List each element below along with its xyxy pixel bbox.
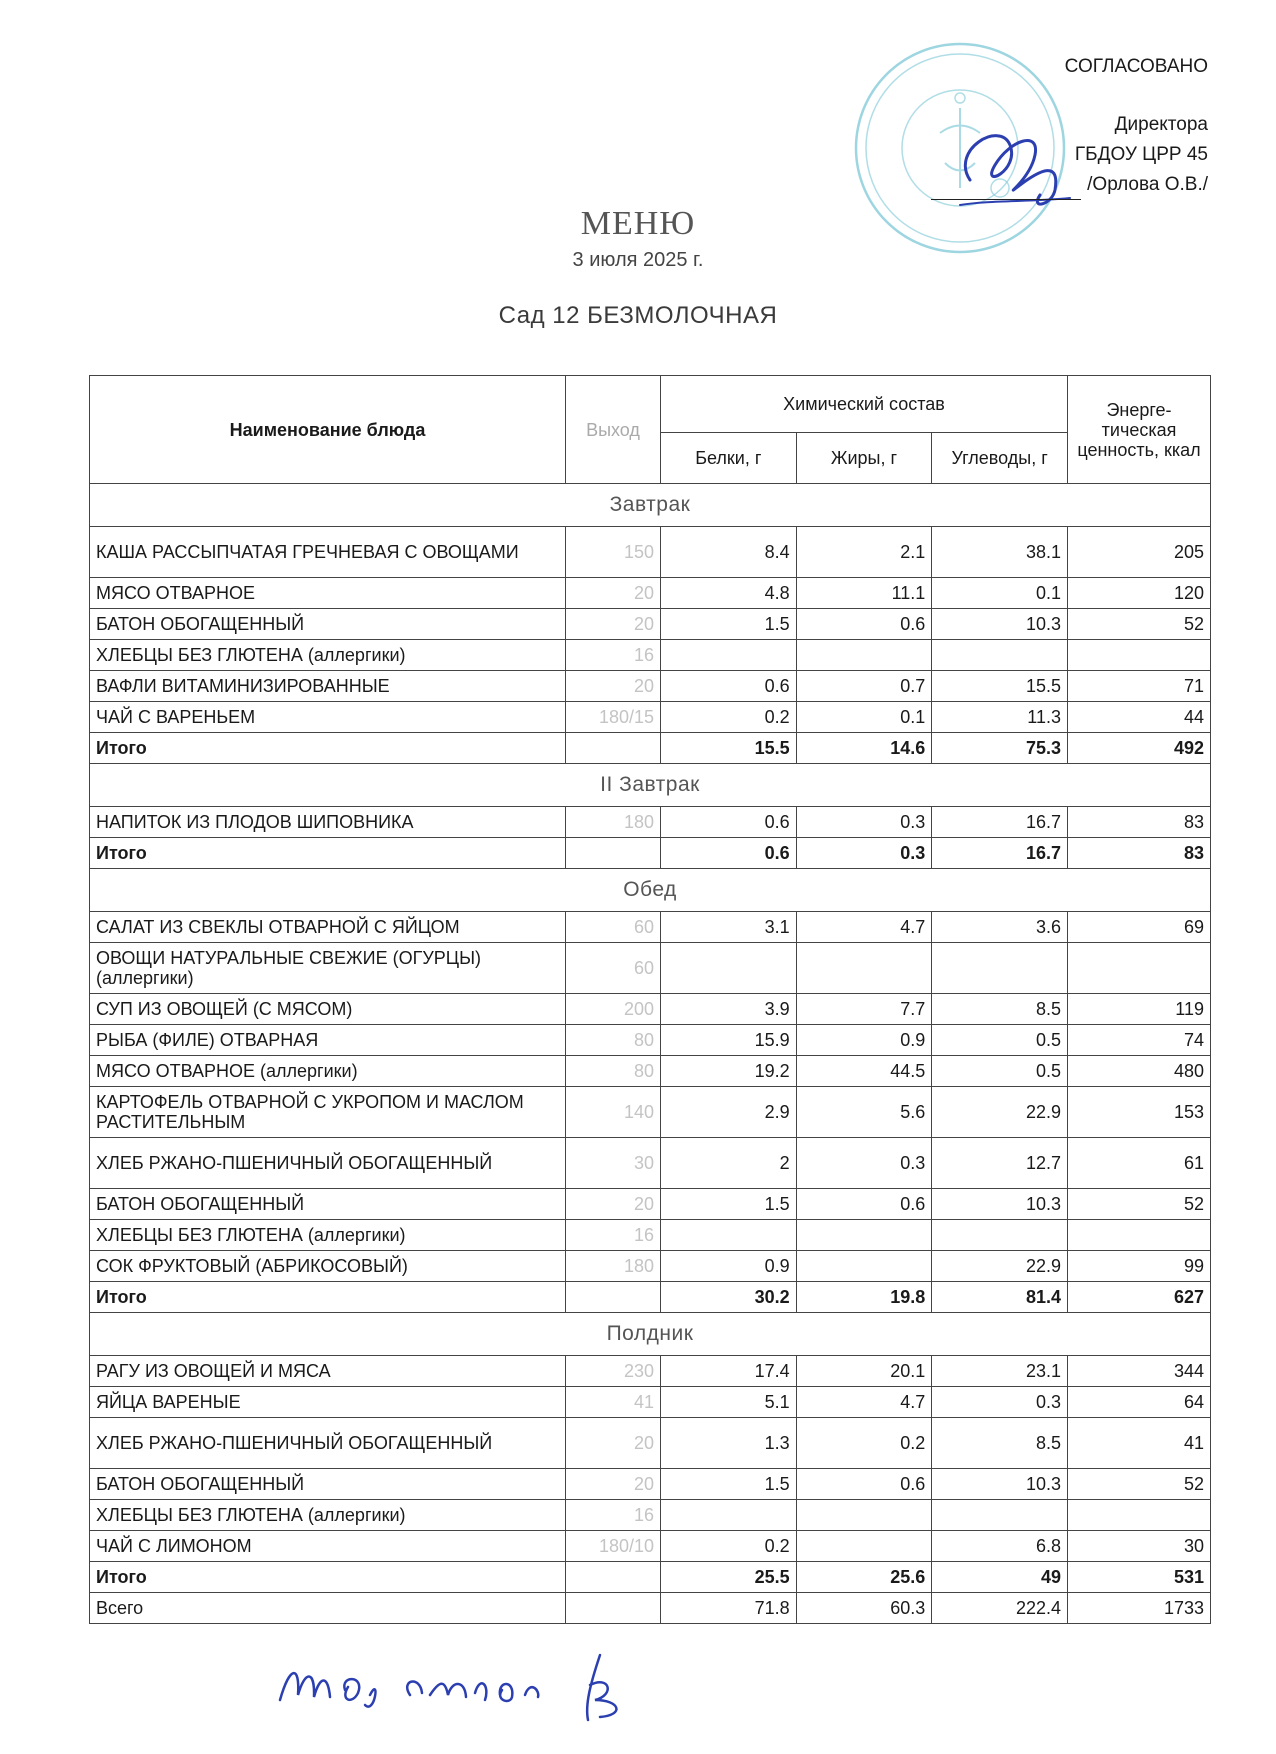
carbs-cell: 6.8 [932,1531,1068,1562]
energy-cell: 44 [1068,702,1211,733]
output-cell: 80 [566,1056,661,1087]
energy-cell: 205 [1068,527,1211,578]
output-cell: 180 [566,1251,661,1282]
energy-cell: 83 [1068,838,1211,869]
carbs-cell: 15.5 [932,671,1068,702]
protein-cell: 0.2 [661,702,797,733]
energy-cell [1068,640,1211,671]
carbs-cell: 10.3 [932,1189,1068,1220]
energy-cell: 83 [1068,807,1211,838]
carbs-cell: 75.3 [932,733,1068,764]
section-row [90,764,1211,807]
menu-table [89,375,1211,1624]
dish-name: ВАФЛИ ВИТАМИНИЗИРОВАННЫЕ [90,671,566,702]
output-cell: 60 [566,943,661,994]
fat-cell [796,1220,932,1251]
protein-cell: 2 [661,1138,797,1189]
energy-cell: 71 [1068,671,1211,702]
document-date: 3 июля 2025 г. [572,249,704,271]
protein-cell [661,640,797,671]
output-cell: 140 [566,1087,661,1138]
output-cell [566,838,661,869]
dish-name: НАПИТОК ИЗ ПЛОДОВ ШИПОВНИКА [90,807,566,838]
energy-cell [1068,1220,1211,1251]
energy-cell: 61 [1068,1138,1211,1189]
protein-cell: 2.9 [661,1087,797,1138]
fat-cell [796,1251,932,1282]
table-row [90,1500,1211,1531]
fat-cell: 20.1 [796,1356,932,1387]
output-cell: 180 [566,807,661,838]
section-label: II Завтрак [90,764,1211,807]
energy-cell: 344 [1068,1356,1211,1387]
dish-name: ХЛЕБ РЖАНО-ПШЕНИЧНЫЙ ОБОГАЩЕННЫЙ [90,1418,566,1469]
energy-cell: 52 [1068,1189,1211,1220]
section-label: Обед [90,869,1211,912]
protein-cell: 0.2 [661,1531,797,1562]
protein-cell: 1.5 [661,1469,797,1500]
table-row [90,912,1211,943]
carbs-cell: 10.3 [932,1469,1068,1500]
approval-name-line [868,170,1208,200]
dish-name: БАТОН ОБОГАЩЕННЫЙ [90,1189,566,1220]
approval-org: ГБДОУ ЦРР 45 [1074,144,1208,165]
protein-cell: 1.5 [661,609,797,640]
group-name: Сад 12 БЕЗМОЛОЧНАЯ [498,302,778,329]
dish-name: ХЛЕБЦЫ БЕЗ ГЛЮТЕНА (аллергики) [90,640,566,671]
dish-name: ОВОЩИ НАТУРАЛЬНЫЕ СВЕЖИЕ (ОГУРЦЫ) (аллергики) [90,943,566,994]
total-row [90,838,1211,869]
header-chemical-composition: Химический состав [661,376,1068,433]
fat-cell: 14.6 [796,733,932,764]
carbs-cell: 16.7 [932,807,1068,838]
output-cell [566,1562,661,1593]
table-row [90,1220,1211,1251]
protein-cell: 25.5 [661,1562,797,1593]
output-cell [566,733,661,764]
energy-cell: 120 [1068,578,1211,609]
total-row [90,1562,1211,1593]
energy-cell: 74 [1068,1025,1211,1056]
protein-cell: 3.1 [661,912,797,943]
carbs-cell: 81.4 [932,1282,1068,1313]
fat-cell: 0.6 [796,609,932,640]
energy-cell: 492 [1068,733,1211,764]
protein-cell: 71.8 [661,1593,797,1624]
document-title: МЕНЮ [580,205,696,242]
header-output: Выход [566,376,661,484]
section-label: Полдник [90,1313,1211,1356]
carbs-cell [932,1500,1068,1531]
carbs-cell [932,943,1068,994]
energy-cell: 99 [1068,1251,1211,1282]
table-row [90,1469,1211,1500]
energy-cell: 153 [1068,1087,1211,1138]
dish-name: РАГУ ИЗ ОВОЩЕЙ И МЯСА [90,1356,566,1387]
dish-name: КАША РАССЫПЧАТАЯ ГРЕЧНЕВАЯ С ОВОЩАМИ [90,527,566,578]
dish-name: ЧАЙ С ВАРЕНЬЕМ [90,702,566,733]
carbs-cell: 22.9 [932,1087,1068,1138]
menu-table-body [90,484,1211,1624]
output-cell: 60 [566,912,661,943]
table-row [90,1189,1211,1220]
fat-cell [796,943,932,994]
output-cell: 20 [566,671,661,702]
energy-cell: 1733 [1068,1593,1211,1624]
dish-name: Итого [90,733,566,764]
fat-cell [796,640,932,671]
protein-cell: 15.5 [661,733,797,764]
protein-cell: 19.2 [661,1056,797,1087]
output-cell: 180/15 [566,702,661,733]
dish-name: Итого [90,838,566,869]
fat-cell: 25.6 [796,1562,932,1593]
fat-cell: 44.5 [796,1056,932,1087]
carbs-cell: 8.5 [932,994,1068,1025]
section-row [90,869,1211,912]
fat-cell [796,1500,932,1531]
output-cell: 41 [566,1387,661,1418]
fat-cell: 11.1 [796,578,932,609]
table-row [90,1387,1211,1418]
total-row [90,733,1211,764]
table-row [90,702,1211,733]
output-cell: 80 [566,1025,661,1056]
header-dish-name: Наименование блюда [90,376,566,484]
header-energy: Энерге-тическая ценность, ккал [1068,376,1211,484]
dish-name: ЯЙЦА ВАРЕНЫЕ [90,1387,566,1418]
fat-cell: 5.6 [796,1087,932,1138]
output-cell [566,1282,661,1313]
energy-cell [1068,1500,1211,1531]
fat-cell: 0.3 [796,838,932,869]
table-row [90,1138,1211,1189]
carbs-cell: 3.6 [932,912,1068,943]
protein-cell [661,1220,797,1251]
dish-name: МЯСО ОТВАРНОЕ (аллергики) [90,1056,566,1087]
table-row [90,640,1211,671]
table-row [90,671,1211,702]
output-cell: 20 [566,578,661,609]
table-row [90,578,1211,609]
output-cell [566,1593,661,1624]
output-cell: 20 [566,609,661,640]
approval-position: Директора [1114,114,1208,135]
carbs-cell: 0.3 [932,1387,1068,1418]
energy-cell: 627 [1068,1282,1211,1313]
approval-name: /Орлова О.В./ [1087,174,1208,195]
carbs-cell [932,1220,1068,1251]
dish-name: МЯСО ОТВАРНОЕ [90,578,566,609]
fat-cell: 19.8 [796,1282,932,1313]
table-row [90,1087,1211,1138]
table-row [90,1025,1211,1056]
fat-cell: 4.7 [796,912,932,943]
carbs-cell: 16.7 [932,838,1068,869]
dish-name: Всего [90,1593,566,1624]
section-row [90,484,1211,527]
carbs-cell: 10.3 [932,609,1068,640]
output-cell: 230 [566,1356,661,1387]
energy-cell: 531 [1068,1562,1211,1593]
section-label: Завтрак [90,484,1211,527]
carbs-cell: 222.4 [932,1593,1068,1624]
dish-name: КАРТОФЕЛЬ ОТВАРНОЙ С УКРОПОМ И МАСЛОМ РАСТИТЕЛЬНЫМ [90,1087,566,1138]
output-cell: 20 [566,1469,661,1500]
protein-cell: 30.2 [661,1282,797,1313]
carbs-cell: 12.7 [932,1138,1068,1189]
energy-cell: 41 [1068,1418,1211,1469]
carbs-cell: 11.3 [932,702,1068,733]
table-row [90,994,1211,1025]
protein-cell: 0.9 [661,1251,797,1282]
fat-cell: 4.7 [796,1387,932,1418]
carbs-cell: 23.1 [932,1356,1068,1387]
total-row [90,1282,1211,1313]
dish-name: Итого [90,1282,566,1313]
output-cell: 150 [566,527,661,578]
protein-cell: 0.6 [661,671,797,702]
fat-cell: 2.1 [796,527,932,578]
output-cell: 16 [566,1220,661,1251]
protein-cell: 17.4 [661,1356,797,1387]
dish-name: СОК ФРУКТОВЫЙ (АБРИКОСОВЫЙ) [90,1251,566,1282]
dish-name: РЫБА (ФИЛЕ) ОТВАРНАЯ [90,1025,566,1056]
energy-cell: 30 [1068,1531,1211,1562]
protein-cell: 8.4 [661,527,797,578]
energy-cell [1068,943,1211,994]
energy-cell: 119 [1068,994,1211,1025]
protein-cell: 0.6 [661,838,797,869]
header-fat: Жиры, г [796,433,932,484]
energy-cell: 52 [1068,1469,1211,1500]
table-row [90,1056,1211,1087]
fat-cell: 7.7 [796,994,932,1025]
approval-title: СОГЛАСОВАНО [1064,56,1208,77]
fat-cell: 0.6 [796,1469,932,1500]
carbs-cell: 0.5 [932,1025,1068,1056]
protein-cell: 3.9 [661,994,797,1025]
protein-cell: 1.5 [661,1189,797,1220]
output-cell: 20 [566,1189,661,1220]
dish-name: БАТОН ОБОГАЩЕННЫЙ [90,1469,566,1500]
table-row [90,1531,1211,1562]
protein-cell [661,943,797,994]
table-row [90,527,1211,578]
protein-cell: 5.1 [661,1387,797,1418]
carbs-cell: 22.9 [932,1251,1068,1282]
carbs-cell: 8.5 [932,1418,1068,1469]
fat-cell [796,1531,932,1562]
table-row [90,1418,1211,1469]
header-protein: Белки, г [661,433,797,484]
dish-name: БАТОН ОБОГАЩЕННЫЙ [90,609,566,640]
table-row [90,609,1211,640]
output-cell: 180/10 [566,1531,661,1562]
header-carbs: Углеводы, г [932,433,1068,484]
energy-cell: 480 [1068,1056,1211,1087]
dish-name: ХЛЕБ РЖАНО-ПШЕНИЧНЫЙ ОБОГАЩЕННЫЙ [90,1138,566,1189]
fat-cell: 60.3 [796,1593,932,1624]
energy-cell: 64 [1068,1387,1211,1418]
grand-total-row [90,1593,1211,1624]
protein-cell: 4.8 [661,578,797,609]
fat-cell: 0.2 [796,1418,932,1469]
table-row [90,1251,1211,1282]
protein-cell: 1.3 [661,1418,797,1469]
dish-name: ХЛЕБЦЫ БЕЗ ГЛЮТЕНА (аллергики) [90,1500,566,1531]
energy-cell: 69 [1068,912,1211,943]
signature-line [931,179,1081,200]
fat-cell: 0.9 [796,1025,932,1056]
carbs-cell: 38.1 [932,527,1068,578]
dish-name: СУП ИЗ ОВОЩЕЙ (С МЯСОМ) [90,994,566,1025]
dish-name: ХЛЕБЦЫ БЕЗ ГЛЮТЕНА (аллергики) [90,1220,566,1251]
protein-cell: 0.6 [661,807,797,838]
section-row [90,1313,1211,1356]
nurse-signature [270,1645,690,1725]
table-row [90,1356,1211,1387]
output-cell: 20 [566,1418,661,1469]
protein-cell [661,1500,797,1531]
fat-cell: 0.3 [796,1138,932,1189]
approval-block [868,52,1208,200]
dish-name: ЧАЙ С ЛИМОНОМ [90,1531,566,1562]
dish-name: САЛАТ ИЗ СВЕКЛЫ ОТВАРНОЙ С ЯЙЦОМ [90,912,566,943]
carbs-cell [932,640,1068,671]
fat-cell: 0.1 [796,702,932,733]
protein-cell: 15.9 [661,1025,797,1056]
output-cell: 16 [566,640,661,671]
output-cell: 200 [566,994,661,1025]
energy-cell: 52 [1068,609,1211,640]
fat-cell: 0.6 [796,1189,932,1220]
fat-cell: 0.3 [796,807,932,838]
table-row [90,943,1211,994]
fat-cell: 0.7 [796,671,932,702]
table-row [90,807,1211,838]
output-cell: 16 [566,1500,661,1531]
output-cell: 30 [566,1138,661,1189]
dish-name: Итого [90,1562,566,1593]
carbs-cell: 0.1 [932,578,1068,609]
carbs-cell: 0.5 [932,1056,1068,1087]
carbs-cell: 49 [932,1562,1068,1593]
document-heading [0,205,1276,330]
